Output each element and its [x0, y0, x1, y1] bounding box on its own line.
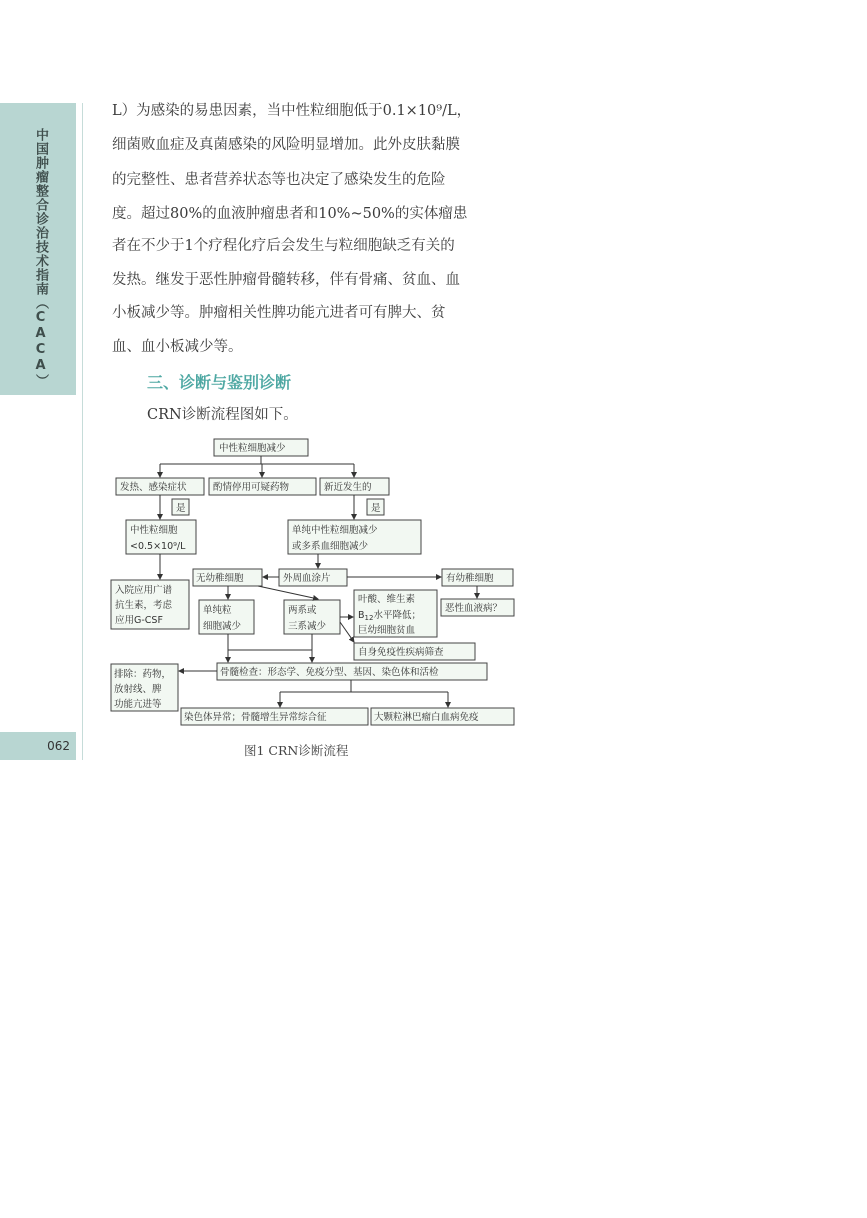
sidebar-book-title: 中国肿瘤整合诊治技术指南（CACA） — [33, 128, 48, 388]
body-text-line: 发热。继发于恶性肿瘤骨髓转移，伴有骨痛、贫血、血 — [112, 272, 460, 288]
page-number: 062 — [47, 739, 70, 753]
flow-text: 无幼稚细胞 — [196, 573, 244, 584]
flow-text: 或多系血细胞减少 — [292, 541, 369, 552]
body-text-line: 者在不少于1个疗程化疗后会发生与粒细胞缺乏有关的 — [112, 238, 455, 254]
flow-text: 单纯中性粒细胞减少 — [292, 525, 378, 536]
flow-text: 恶性血液病？ — [445, 603, 503, 614]
body-text-line: 细菌败血症及真菌感染的风险明显增加。此外皮肤黏膜 — [112, 137, 460, 153]
flow-text: 三系减少 — [288, 621, 327, 632]
flow-text: 抗生素，考虑 — [115, 600, 173, 611]
flow-text: 新近发生的 — [324, 482, 372, 493]
flow-text: 是 — [371, 503, 381, 514]
flow-text: 中性粒细胞 — [130, 525, 178, 536]
figure-caption: 图1 CRN诊断流程 — [244, 743, 349, 758]
flow-text: 染色体异常；骨髓增生异常综合征 — [184, 712, 327, 723]
flow-text: 外周血涂片 — [283, 573, 331, 584]
flow-text: 排除：药物， — [114, 669, 172, 680]
flow-text: 功能亢进等 — [114, 699, 162, 710]
flow-text: 入院应用广谱 — [115, 585, 173, 596]
flow-text: 中性粒细胞减少 — [219, 443, 286, 454]
body-text-line: 度。超过80%的血液肿瘤患者和10%~50%的实体瘤患 — [112, 206, 468, 222]
flow-text: $B_{12}$水平降低； — [358, 610, 421, 622]
flow-text: 叶酸、维生素 — [358, 594, 416, 605]
flow-text: 细胞减少 — [203, 621, 242, 632]
flow-text: 单纯粒 — [203, 605, 232, 616]
flow-text: 巨幼细胞贫血 — [358, 625, 416, 636]
section-heading: 三、诊断与鉴别诊断 — [147, 373, 292, 392]
body-text-line: L）为感染的易患因素，当中性粒细胞低于0.1×10⁹/L， — [112, 103, 472, 119]
flow-text: 放射线、脾 — [114, 684, 162, 695]
flow-text: 两系或 — [288, 605, 317, 616]
body-text-line: 小板减少等。肿瘤相关性脾功能亢进者可有脾大、贫 — [112, 305, 446, 321]
flow-text: 大颗粒淋巴瘤白血病免疫 — [374, 712, 479, 723]
flow-text: <0.5×10⁹/L — [130, 541, 186, 552]
body-text-line: 的完整性、患者营养状态等也决定了感染发生的危险 — [112, 172, 446, 188]
flowchart-intro: CRN诊断流程图如下。 — [147, 407, 298, 423]
flow-text: 酌情停用可疑药物 — [213, 482, 290, 493]
flow-text: 有幼稚细胞 — [446, 573, 494, 584]
flow-text: 自身免疫性疾病筛查 — [358, 647, 444, 658]
flow-text: 是 — [176, 503, 186, 514]
flow-text: 发热、感染症状 — [120, 482, 187, 493]
flow-text: 应用G-CSF — [115, 615, 163, 626]
body-text-line: 血、血小板减少等。 — [112, 339, 243, 355]
flow-text: 骨髓检查：形态学、免疫分型、基因、染色体和活检 — [220, 667, 439, 678]
